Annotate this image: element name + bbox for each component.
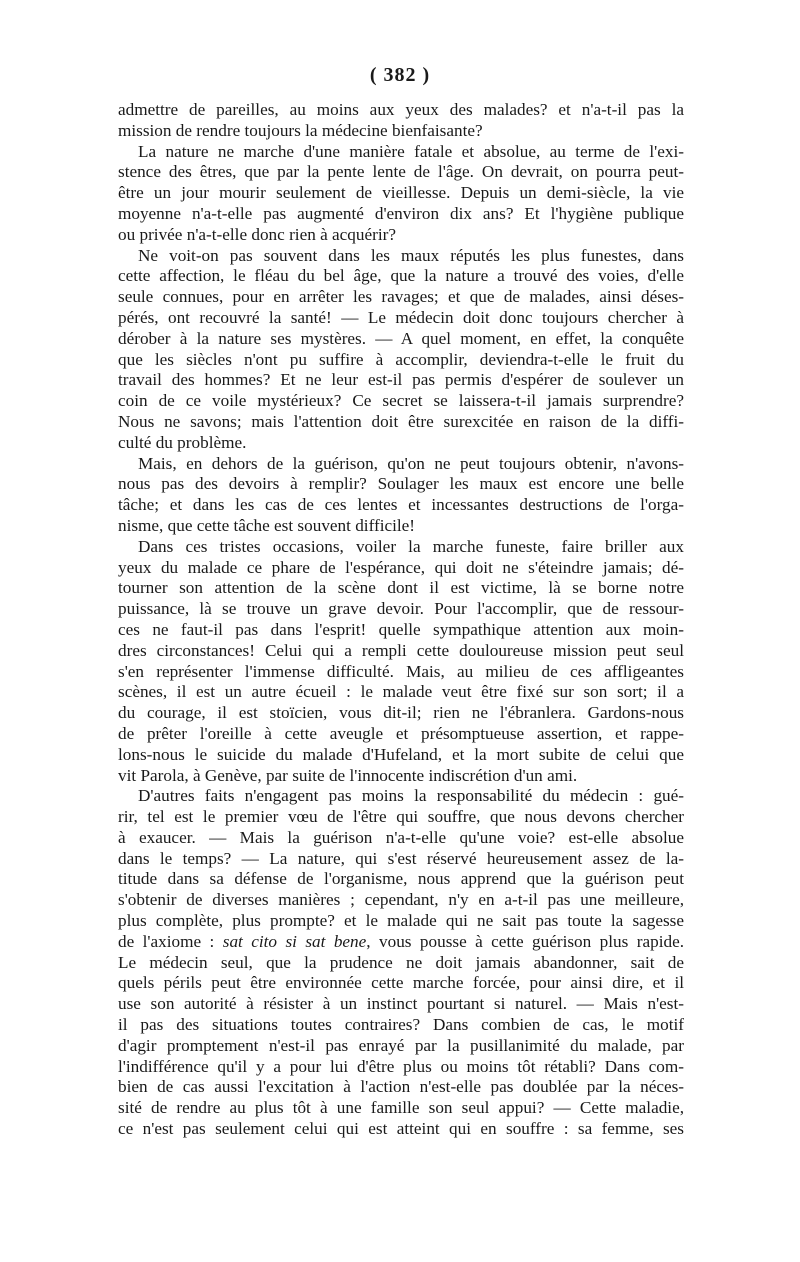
text-line: d'agir promptement n'est-il pas enrayé par la pusillanimité du malade, par <box>118 1035 684 1055</box>
text-line: vit Parola, à Genève, par suite de l'innocente indiscrétion d'un ami. <box>118 765 578 785</box>
text-line: scènes, il est un autre écueil : le malade veut être fixé sur son sort; il a <box>118 682 684 702</box>
text-line: coin de ce voile mystérieux? Ce secret se laissera-t-il jamais surprendre? <box>118 391 684 411</box>
italic-phrase: sat cito si sat bene <box>222 931 367 951</box>
text-line: ou privée n'a-t-elle donc rien à acquérir? <box>118 224 396 244</box>
text-line: à exaucer. — Mais la guérison n'a-t-elle qu'une voie? est-elle absolue <box>118 827 684 847</box>
text-line: Ne voit-on pas souvent dans les maux réputés les plus funestes, dans <box>138 245 684 265</box>
text-line: s'obtenir de diverses manières ; cependant, n'y en a-t-il pas une meilleure, <box>118 890 684 910</box>
text-line: s'en représenter l'immense difficulté. Mais, au milieu de ces affligeantes <box>118 661 684 681</box>
text-line: moyenne n'a-t-elle pas augmenté d'environ dix ans? Et l'hygiène publique <box>118 203 684 223</box>
text-line: nous pas des devoirs à remplir? Soulager les maux est encore une belle <box>118 474 684 494</box>
text-line: mission de rendre toujours la médecine bienfaisante? <box>118 120 483 140</box>
text-line: use son autorité à résister à un instinct pourtant si naturel. — Mais n'est- <box>118 994 684 1014</box>
text-line: tâche; et dans les cas de ces lentes et incessantes destructions de l'orga- <box>118 495 684 515</box>
text-line: lons-nous le suicide du malade d'Hufeland, et la mort subite de celui que <box>118 744 684 764</box>
text-line: ces ne faut-il pas dans l'esprit! quelle sympathique attention aux moin- <box>118 619 684 639</box>
text-line: Mais, en dehors de la guérison, qu'on ne peut toujours obtenir, n'avons- <box>138 453 684 473</box>
text-line: pérés, ont recouvré la santé! — Le médecin doit donc toujours chercher à <box>118 307 684 327</box>
text-line: rir, tel est le premier vœu de l'être qui souffre, que nous devons chercher <box>118 807 684 827</box>
text-line: il pas des situations toutes contraires? Dans combien de cas, le motif <box>118 1015 684 1035</box>
text-line: Le médecin seul, que la prudence ne doit jamais abandonner, sait de <box>118 952 684 972</box>
body-text <box>118 100 684 1140</box>
text-line: stence des êtres, que par la pente lente de l'âge. On devrait, on pourra peut- <box>118 162 684 182</box>
text-line: La nature ne marche d'une manière fatale et absolue, au terme de l'exi- <box>138 141 684 161</box>
text-line: titude dans sa défense de l'organisme, nous apprend que la guérison peut <box>118 869 684 889</box>
text-line: quels périls peut être environnée cette marche forcée, pour ainsi dire, et il <box>118 973 684 993</box>
text-line: sité de rendre au plus tôt à une famille son seul appui? — Cette maladie, <box>118 1098 684 1118</box>
text-line: ce n'est pas seulement celui qui est atteint qui en souffre : sa femme, ses <box>118 1119 684 1139</box>
text-line: Nous ne savons; mais l'attention doit être surexcitée en raison de la diffi- <box>118 411 684 431</box>
text-line: dans le temps? — La nature, qui s'est réservé heureusement assez de la- <box>118 848 684 868</box>
text-line: du courage, il est stoïcien, vous dit-il; rien ne l'ébranlera. Gardons-nous <box>118 703 684 723</box>
text-line: dres circonstances! Celui qui a rempli cette douloureuse mission peut seul <box>118 640 684 660</box>
text-line: bien de cas aussi l'excitation à l'action n'est-elle pas doublée par la néces- <box>118 1077 684 1097</box>
text-line: de l'axiome : sat cito si sat bene, vous pousse à cette guérison plus rapide. <box>118 931 684 951</box>
text-line: cette affection, le fléau du bel âge, que la nature a trouvé des voies, d'elle <box>118 266 684 286</box>
text-line: travail des hommes? Et ne leur est-il pas permis d'espérer de soulever un <box>118 370 684 390</box>
text-line: nisme, que cette tâche est souvent difficile! <box>118 515 416 535</box>
text-line: que les siècles n'ont pu suffire à accomplir, deviendra-t-elle le fruit du <box>118 349 684 369</box>
text-line: dérober à la nature ses mystères. — A quel moment, en effet, la conquête <box>118 328 684 348</box>
text-line: l'indifférence qu'il y a pour lui d'être plus ou moins tôt rétabli? Dans com- <box>118 1056 684 1076</box>
text-line: être un jour mourir seulement de vieillesse. Depuis un demi-siècle, la vie <box>118 183 684 203</box>
text-line: culté du problème. <box>118 432 247 452</box>
page-number: ( 382 ) <box>369 64 431 86</box>
text-line: D'autres faits n'engagent pas moins la responsabilité du médecin : gué- <box>138 786 684 806</box>
text-line: tourner son attention de la scène dont il est victime, là se borne notre <box>118 578 684 598</box>
text-line: seule connues, pour en arrêter les ravages; et que de malades, ainsi déses- <box>118 287 684 307</box>
text-line: plus complète, plus prompte? et le malade qui ne sait pas toute la sagesse <box>118 911 684 931</box>
text-line: de prêter l'oreille à cette aveugle et présomptueuse assertion, et rappe- <box>118 723 684 743</box>
text-line: admettre de pareilles, au moins aux yeux des malades? et n'a-t-il pas la <box>118 100 684 119</box>
text-line: puissance, là se trouve un grave devoir. Pour l'accomplir, que de ressour- <box>118 599 684 619</box>
text-line: Dans ces tristes occasions, voiler la marche funeste, faire briller aux <box>138 536 684 556</box>
text-line: yeux du malade ce phare de l'espérance, qui doit ne s'éteindre jamais; dé- <box>118 557 684 577</box>
